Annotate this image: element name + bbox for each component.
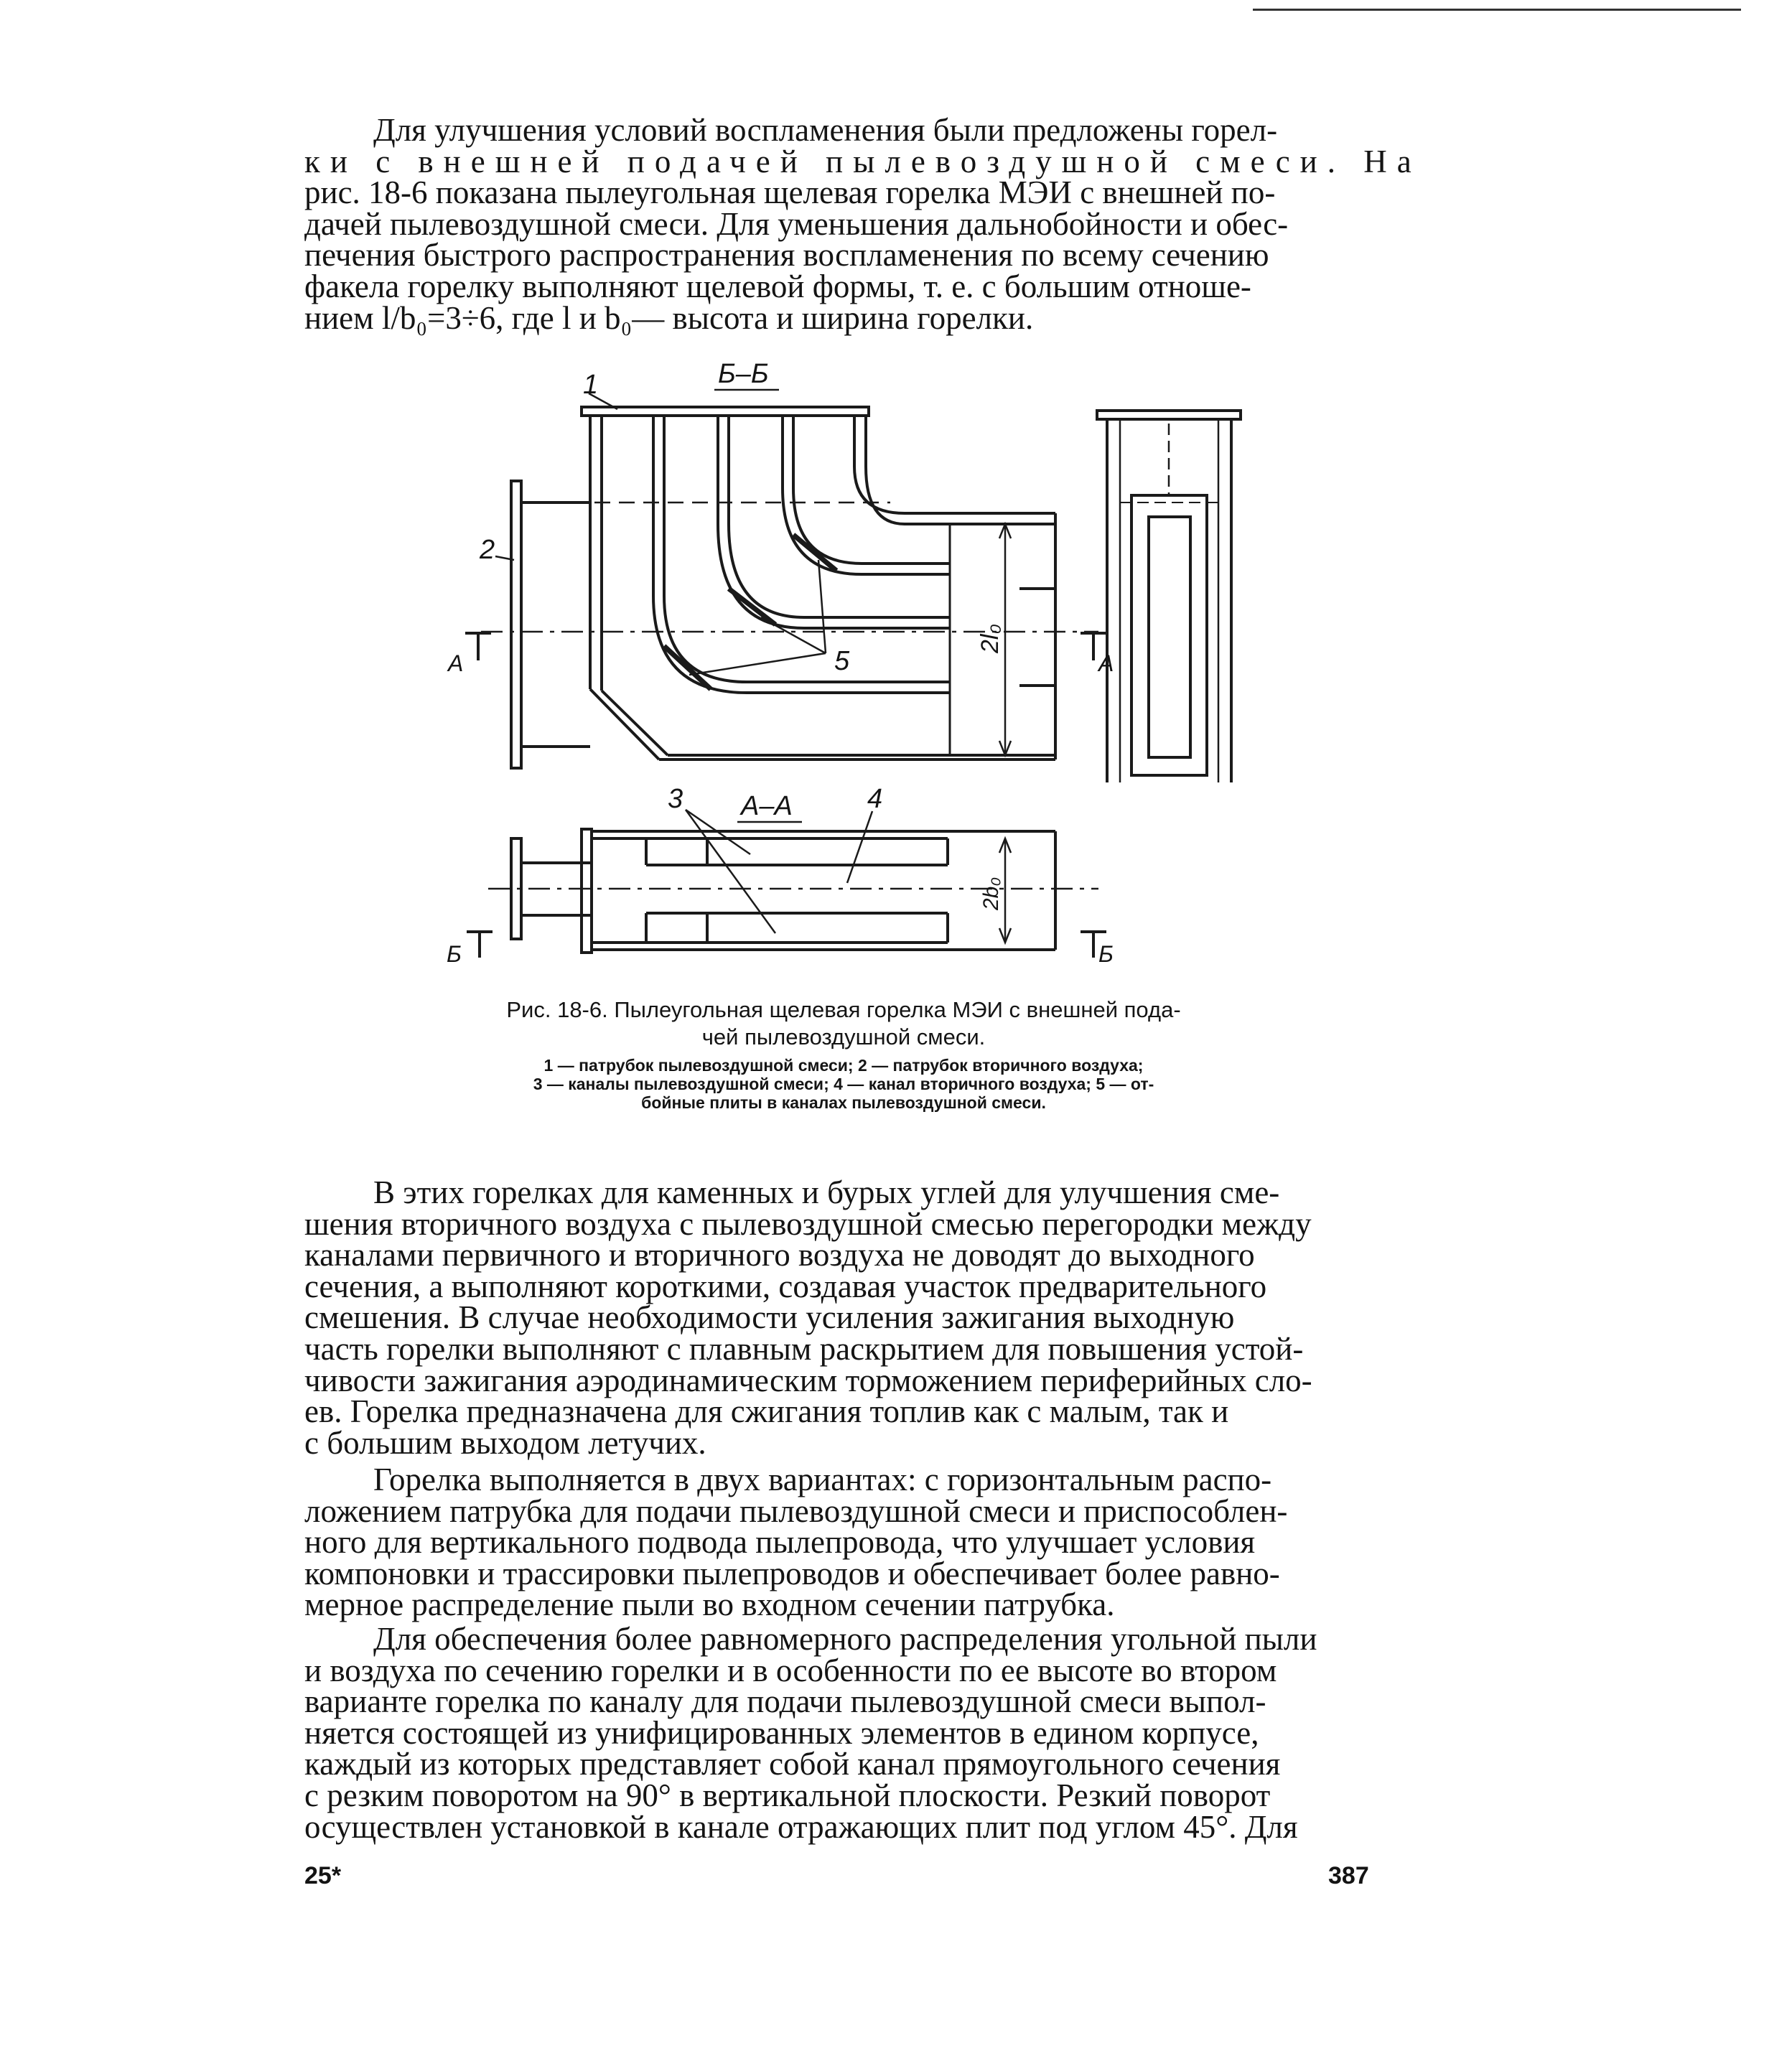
mark-b-left: Б (447, 941, 462, 967)
label-3: 3 (668, 784, 683, 814)
side-view-drawing (1097, 411, 1241, 782)
text-line: каналами первичного и вторичного воздуха не доводят до выходного (304, 1237, 1255, 1273)
text-line: компоновки и трассировки пылепроводов и обеспечивает более равно- (304, 1555, 1280, 1591)
text-line: каждый из которых представляет собой канал прямоугольного сечения (304, 1746, 1281, 1782)
text-line: мерное распределение пыли во входном сечении патрубка. (304, 1586, 1115, 1623)
text-line: няется состоящей из унифицированных элементов в едином корпусе, (304, 1714, 1259, 1751)
section-label-aa: А–А (741, 791, 793, 821)
text-line: Для улучшения условий воспламенения были предложены горел- (373, 112, 1278, 148)
mark-b-right: Б (1098, 941, 1114, 967)
page-number: 387 (1328, 1862, 1369, 1889)
text-line: дачей пылевоздушной смеси. Для уменьшения дальнобойности и обес- (304, 205, 1289, 242)
text-line: ложением патрубка для подачи пылевоздушной смеси и приспособлен- (304, 1492, 1288, 1529)
paragraph-variants (304, 1464, 1386, 1621)
section-aa-drawing (467, 810, 1106, 958)
text-line: ев. Горелка предназначена для сжигания топлив как с малым, так и (304, 1393, 1229, 1430)
dim-2b0: 2b₀ (979, 876, 1003, 910)
label-2: 2 (480, 535, 495, 565)
label-5: 5 (834, 646, 850, 676)
burner-figure (0, 0, 1792, 991)
caption-line: чей пылевоздушной смеси. (701, 1024, 986, 1049)
section-label-bb: Б–Б (718, 359, 769, 389)
text-line: осуществлен установкой в канале отражающих плит под углом 45°. Для (304, 1808, 1298, 1845)
text-line: Горелка выполняется в двух вариантах: с горизонтальным распо- (373, 1462, 1272, 1497)
mark-a-right: А (1098, 650, 1114, 676)
section-bb-drawing (465, 393, 1106, 768)
text-line: ки с внешней подачей пылевоздушной смеси. На (304, 143, 1422, 179)
text-line: с большим выходом летучих. (304, 1424, 706, 1461)
text-line: факела горелку выполняют щелевой формы, т. е. с большим отноше- (304, 268, 1251, 304)
text-line: часть горелки выполняют с плавным раскрытием для повышения устой- (304, 1330, 1304, 1367)
text-line: смешения. В случае необходимости усиления зажигания выходную (304, 1299, 1235, 1336)
dim-2l0: 2l₀ (976, 624, 1004, 653)
text-line: печения быстрого распространения воспламенения по всему сечению (304, 237, 1269, 274)
text-line: В этих горелках для каменных и бурых углей для улучшения сме- (373, 1174, 1280, 1210)
paragraph-mixing (304, 1174, 1386, 1461)
text-line: Для обеспечения более равномерного распределения угольной пыли (373, 1621, 1317, 1657)
figure-caption (416, 996, 1271, 1051)
mark-a-left: А (448, 650, 464, 676)
text-line: сечения, а выполняют короткими, создавая участок предварительного (304, 1268, 1267, 1304)
text-line: с резким поворотом на 90° в вертикальной плоскости. Резкий поворот (304, 1777, 1271, 1813)
text-line: чивости зажигания аэродинамическим торможением периферийных сло- (304, 1362, 1312, 1398)
legend-line: 3 — каналы пылевоздушной смеси; 4 — канал вторичного воздуха; 5 — от- (533, 1075, 1154, 1093)
signature-mark: 25* (304, 1862, 342, 1889)
caption-line: Рис. 18-6. Пылеугольная щелевая горелка МЭИ с внешней пода- (506, 997, 1181, 1022)
text-line: ного для вертикального подвода пылепровода, что улучшает условия (304, 1524, 1256, 1561)
text-line: варианте горелка по каналу для подачи пылевоздушной смеси выпол- (304, 1683, 1266, 1720)
legend-line: 1 — патрубок пылевоздушной смеси; 2 — патрубок вторичного воздуха; (543, 1056, 1144, 1075)
paragraph-distribution (304, 1621, 1386, 1845)
label-4: 4 (867, 784, 883, 814)
text-line: шения вторичного воздуха с пылевоздушной смесью перегородки между (304, 1205, 1312, 1242)
text-line: нием l/b₀=3÷6, где l и b₀— высота и ширина горелки. (304, 299, 1034, 336)
text-line: рис. 18-6 показана пылеугольная щелевая горелка МЭИ с внешней по- (304, 174, 1276, 211)
text-line: и воздуха по сечению горелки и в особенности по ее высоте во втором (304, 1652, 1277, 1688)
figure-legend (444, 1056, 1243, 1112)
label-1: 1 (583, 370, 599, 400)
legend-line: бойные плиты в каналах пылевоздушной смеси. (641, 1093, 1046, 1112)
